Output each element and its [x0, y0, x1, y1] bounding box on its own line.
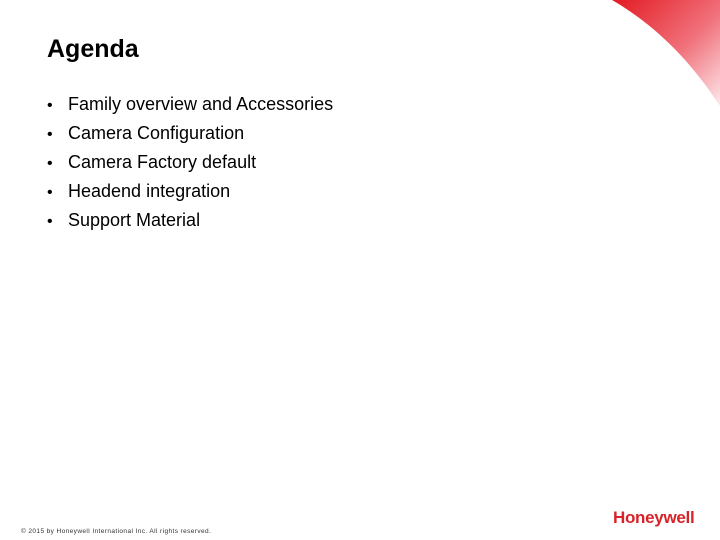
footer-copyright: © 2015 by Honeywell International Inc. All rights reserved. [21, 528, 212, 535]
list-item [47, 119, 333, 148]
list-item [47, 206, 333, 235]
list-item-text: Headend integration [68, 181, 231, 201]
agenda-list [47, 90, 333, 235]
bullet: • [47, 213, 53, 230]
corner-swoosh [612, 0, 720, 106]
bullet: • [47, 97, 53, 114]
list-item [47, 90, 333, 119]
list-item-text: Camera Configuration [68, 123, 245, 143]
list-item [47, 148, 333, 177]
bullet: • [47, 155, 53, 172]
list-item [47, 177, 333, 206]
honeywell-logo: Honeywell [613, 508, 695, 527]
list-item-text: Family overview and Accessories [68, 94, 334, 114]
list-item-text: Support Material [68, 210, 201, 230]
bullet: • [47, 126, 53, 143]
bullet: • [47, 184, 53, 201]
slide-title: Agenda [47, 35, 139, 63]
list-item-text: Camera Factory default [68, 152, 257, 172]
